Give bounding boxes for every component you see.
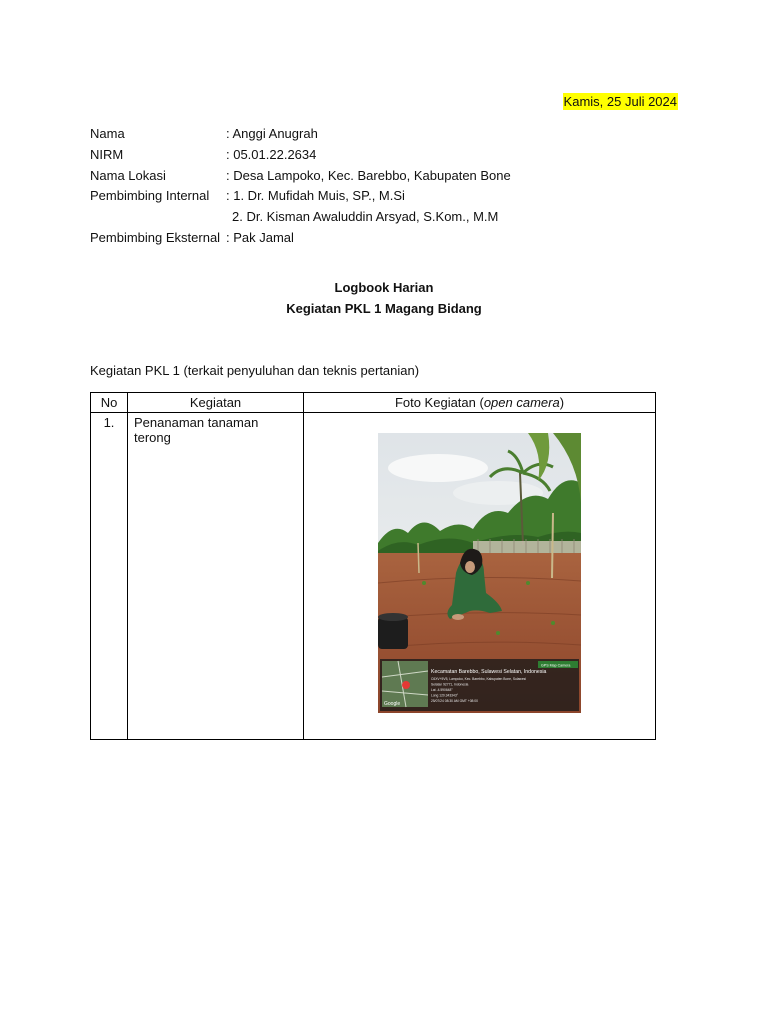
header-no: No xyxy=(91,393,128,413)
header-foto-prefix: Foto Kegiatan ( xyxy=(394,395,484,410)
header-foto-italic: open camera xyxy=(483,395,560,410)
overlay-line1: C6XV+5V5, Lampoko, Kec. Barebbo, Kabupaten Bone, Sulawesi xyxy=(431,677,527,681)
info-value: : 05.01.22.2634 xyxy=(226,146,317,162)
info-block xyxy=(90,124,511,249)
info-value: 2. Dr. Kisman Awaluddin Arsyad, S.Kom., M.M xyxy=(232,209,499,225)
info-value: : Anggi Anugrah xyxy=(226,126,318,141)
activity-photo xyxy=(378,433,581,713)
overlay-badge: GPS Map Camera xyxy=(541,663,571,668)
activity-table xyxy=(90,392,656,740)
info-label: NIRM xyxy=(90,146,124,162)
date-label: Kamis, 25 Juli 2024 xyxy=(563,94,677,109)
overlay-lat: Lat -4.590648° xyxy=(431,688,453,692)
info-row-lokasi xyxy=(90,166,511,187)
section-label: Kegiatan PKL 1 (terkait penyuluhan dan teknis pertanian) xyxy=(90,363,420,378)
page-title: Logbook Harian xyxy=(334,280,434,295)
info-label: Pembimbing Eksternal xyxy=(90,229,221,245)
info-label: Nama xyxy=(90,126,125,141)
info-row-pembimbing-internal xyxy=(90,186,511,207)
overlay-place: Kecamatan Barebbo, Sulawesi Selatan, Indonesia xyxy=(431,669,547,675)
row-foto-cell xyxy=(304,413,656,740)
info-row-pembimbing-internal-2 xyxy=(90,207,511,228)
info-value: : Pak Jamal xyxy=(226,229,294,245)
info-label xyxy=(90,207,226,228)
info-label: Pembimbing Internal xyxy=(90,188,210,204)
row-no: 1. xyxy=(91,413,128,740)
header-foto-suffix: ) xyxy=(559,395,565,410)
table-header-row xyxy=(91,393,656,413)
info-row-nama xyxy=(90,124,511,145)
table-row xyxy=(91,413,656,740)
info-row-pembimbing-eksternal xyxy=(90,228,511,249)
row-kegiatan: Penanaman tanaman terong xyxy=(128,413,304,740)
info-row-nirm xyxy=(90,145,511,166)
info-label: Nama Lokasi xyxy=(90,167,166,183)
info-value: : 1. Dr. Mufidah Muis, SP., M.Si xyxy=(226,188,405,204)
overlay-long: Long 120.343343° xyxy=(431,693,458,698)
photo-illustration xyxy=(378,433,581,713)
overlay-time: 25/07/24 08:30 AM GMT +08:00 xyxy=(431,699,478,703)
header-kegiatan: Kegiatan xyxy=(128,393,304,413)
header-foto xyxy=(304,393,656,413)
page-subtitle: Kegiatan PKL 1 Magang Bidang xyxy=(286,301,482,316)
info-value: : Desa Lampoko, Kec. Barebbo, Kabupaten Bone xyxy=(226,167,511,183)
overlay-line2: Selatan 92771, Indonesia xyxy=(431,682,469,687)
map-label: Google xyxy=(384,701,401,707)
